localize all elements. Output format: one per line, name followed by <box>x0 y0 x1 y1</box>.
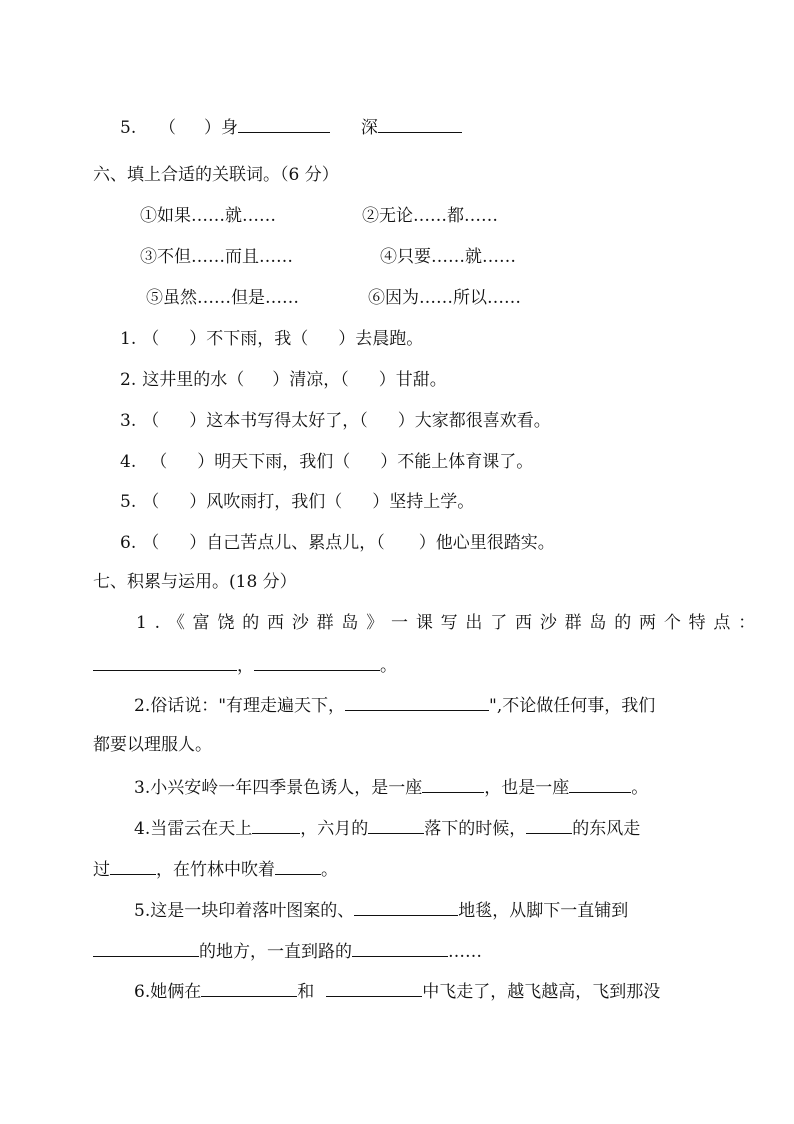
item-text: （ <box>150 452 168 472</box>
item-text: ）甘甜。 <box>378 370 447 390</box>
item-text: ）清凉，（ <box>272 370 349 390</box>
item-text: ）不下雨，我（ <box>189 329 309 349</box>
item-text: ）去晨跑。 <box>338 329 424 349</box>
item-text: 的东风走 <box>572 819 641 839</box>
item-number: 1. <box>120 329 137 349</box>
s6-item-1 <box>120 327 423 351</box>
s7-q5-line1 <box>134 897 628 923</box>
item-text: 4.当雷云在天上 <box>134 819 253 839</box>
answer-blank[interactable] <box>93 938 199 957</box>
item-text: （ <box>142 329 160 349</box>
item-text: ",不论做任何事，我们 <box>489 696 656 716</box>
option-4: ④只要……就…… <box>380 247 516 267</box>
answer-blank[interactable] <box>238 114 330 133</box>
s7-q1-line2 <box>93 652 397 678</box>
answer-blank[interactable] <box>275 856 321 875</box>
answer-blank[interactable] <box>368 815 424 834</box>
item-number: 5. <box>120 492 137 512</box>
answer-blank[interactable] <box>93 652 237 671</box>
option-1: ①如果……就…… <box>140 206 276 226</box>
punct: …… <box>448 942 482 962</box>
s7-q4-line1 <box>134 815 640 841</box>
s6-item-4 <box>120 450 533 474</box>
answer-blank[interactable] <box>201 978 297 997</box>
item-text: 这井里的水（ <box>142 370 245 390</box>
s7-q2-line1 <box>134 692 655 718</box>
paren-close-text: ）身 <box>204 118 239 138</box>
item-text: ）明天下雨，我们（ <box>197 452 351 472</box>
punct: 。 <box>321 860 338 880</box>
item-text: 地毯，从脚下一直铺到 <box>458 901 629 921</box>
item-text: 中飞走了，越飞越高，飞到那没 <box>422 982 661 1002</box>
item-text: （ <box>142 533 160 553</box>
item-text: ）不能上体育课了。 <box>380 452 534 472</box>
s7-q2-line2: 都要以理服人。 <box>93 735 212 755</box>
item-text: 落下的时候， <box>424 819 527 839</box>
answer-blank[interactable] <box>378 114 462 133</box>
item-text: ，也是一座 <box>484 778 570 798</box>
item-text: ，在竹林中吹着 <box>156 860 275 880</box>
s6-item-2 <box>120 368 447 392</box>
item-text: ）坚持上学。 <box>372 492 475 512</box>
s6-item-3 <box>120 409 551 433</box>
prev-question-5 <box>120 114 462 140</box>
item-text: 3.小兴安岭一年四季景色诱人，是一座 <box>134 778 423 798</box>
punct: ， <box>237 656 254 676</box>
item-text: 2.俗话说："有理走遍天下， <box>134 696 346 716</box>
answer-blank[interactable] <box>110 856 156 875</box>
item-text: 和 <box>297 982 315 1002</box>
item-text: ）自己苦点儿、累点儿，（ <box>189 533 385 553</box>
answer-blank[interactable] <box>254 652 380 671</box>
option-3: ③不但……而且…… <box>140 247 293 267</box>
section-6-title: 六、填上合适的关联词。（6 分） <box>93 165 339 185</box>
answer-blank[interactable] <box>326 978 422 997</box>
item-text: ）这本书写得太好了，（ <box>189 411 368 431</box>
option-5: ⑤虽然……但是…… <box>146 288 299 308</box>
item-number: 4. <box>120 452 137 472</box>
s6-item-5 <box>120 490 474 514</box>
answer-blank[interactable] <box>422 774 484 793</box>
answer-blank[interactable] <box>345 692 489 711</box>
punct: 。 <box>380 656 397 676</box>
s6-item-6 <box>120 531 555 555</box>
s7-q5-line2 <box>93 938 482 964</box>
char-text: 深 <box>360 118 378 138</box>
option-2: ②无论……都…… <box>362 206 498 226</box>
s7-q1-line1: 1.《富饶的西沙群岛》一课写出了西沙群岛的两个特点： <box>136 613 764 633</box>
item-text: （ <box>142 492 160 512</box>
section-7-title: 七、积累与运用。(18 分） <box>93 572 297 592</box>
answer-blank[interactable] <box>354 897 458 916</box>
item-text: （ <box>142 411 160 431</box>
item-text: ）大家都很喜欢看。 <box>397 411 551 431</box>
s7-q6-line1 <box>134 978 660 1004</box>
answer-blank[interactable] <box>526 815 572 834</box>
item-number: 2. <box>120 370 137 390</box>
item-number: 6. <box>120 533 137 553</box>
option-6: ⑥因为……所以…… <box>368 288 521 308</box>
item-number: 3. <box>120 411 137 431</box>
item-number: 5. <box>120 118 137 138</box>
item-text: ）他心里很踏实。 <box>418 533 555 553</box>
item-text: 6.她俩在 <box>134 982 202 1002</box>
punct: 。 <box>631 778 649 798</box>
answer-blank[interactable] <box>569 774 631 793</box>
s7-q3 <box>134 774 648 800</box>
item-text: ，六月的 <box>300 819 369 839</box>
item-text: 5.这是一块印着落叶图案的、 <box>134 901 355 921</box>
s7-q4-line2 <box>93 856 338 882</box>
item-text: 过 <box>93 860 110 880</box>
paren-open: （ <box>159 118 177 138</box>
answer-blank[interactable] <box>352 938 448 957</box>
item-text: 的地方，一直到路的 <box>199 942 352 962</box>
item-text: ）风吹雨打，我们（ <box>189 492 343 512</box>
answer-blank[interactable] <box>252 815 300 834</box>
